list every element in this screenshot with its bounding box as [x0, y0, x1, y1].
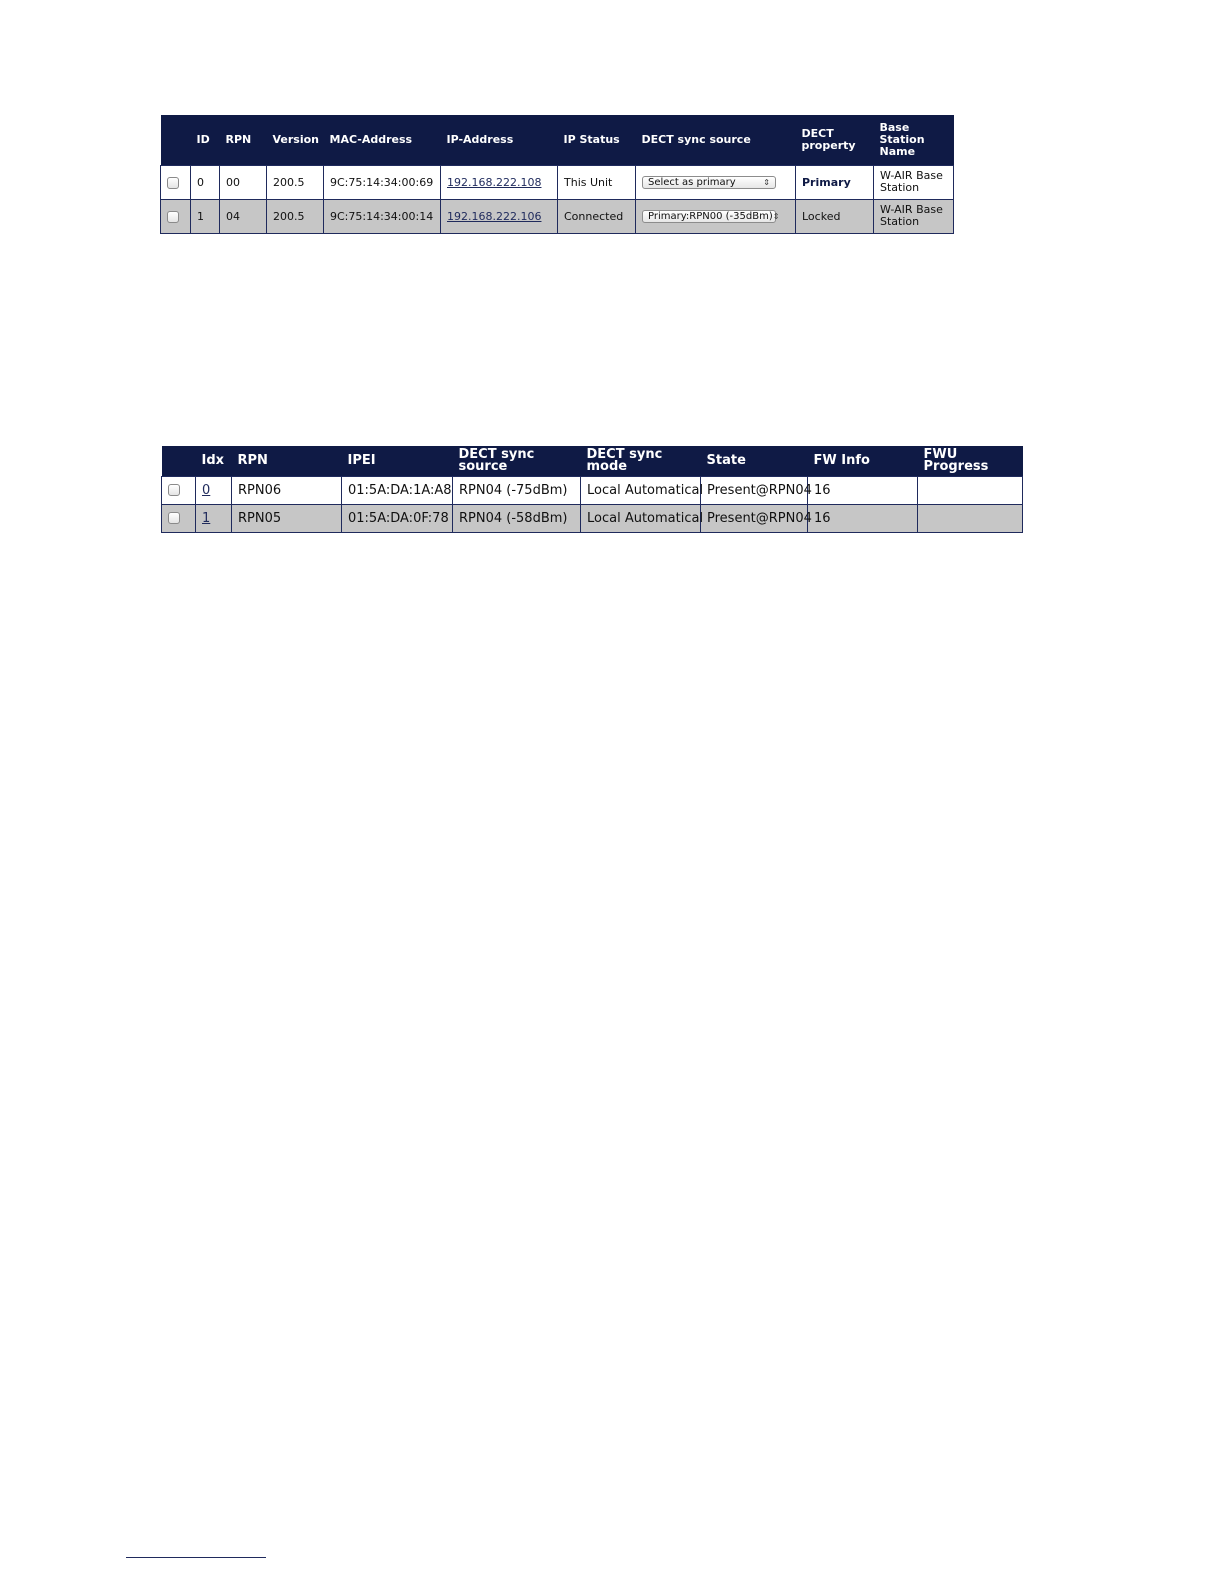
- dect-sync-source-cell: RPN04 (-75dBm): [453, 476, 581, 504]
- dect-sync-source-select-value: Primary:RPN00 (-35dBm): [648, 210, 773, 222]
- fwu-progress-cell: [918, 504, 1023, 532]
- row-select-cell: [162, 504, 196, 532]
- table-row: [162, 476, 1023, 504]
- dect-property-cell: Locked: [796, 199, 874, 233]
- column-header-rpn: RPN: [220, 115, 267, 165]
- column-header-dect-sync-source: DECT sync source: [636, 115, 796, 165]
- ipei-cell: 01:5A:DA:1A:A8: [342, 476, 453, 504]
- id-cell: 0: [191, 165, 220, 199]
- dect-property-cell: Primary: [796, 165, 874, 199]
- row-select-cell: [161, 199, 191, 233]
- column-header-base-station-name-line-1: Base: [879, 120, 910, 134]
- ip-address-link[interactable]: 192.168.222.106: [447, 209, 542, 223]
- table-row: [161, 199, 954, 233]
- dect-sync-source-cell: [636, 199, 796, 233]
- column-header-idx: Idx: [196, 446, 232, 476]
- column-header-dect-property-line-2: property: [801, 138, 856, 152]
- dect-sync-mode-cell: Local Automatical: [581, 476, 701, 504]
- table-header-row: [162, 446, 1023, 476]
- footnote-separator: [126, 1557, 266, 1558]
- column-header-dect-sync-mode: DECT sync mode: [581, 446, 701, 476]
- ip-status-cell: Connected: [558, 199, 636, 233]
- dect-sync-source-cell: [636, 165, 796, 199]
- row-checkbox[interactable]: [168, 484, 180, 496]
- dect-sync-source-select[interactable]: [642, 176, 776, 189]
- column-header-base-station-name: [874, 115, 954, 165]
- column-header-fwu-progress: FWU Progress: [918, 446, 1023, 476]
- fw-info-cell: 16: [808, 504, 918, 532]
- dect-sync-source-select-value: Select as primary: [648, 176, 736, 188]
- rpn-cell: 00: [220, 165, 267, 199]
- dect-sync-source-cell: RPN04 (-58dBm): [453, 504, 581, 532]
- rpn-cell: RPN05: [232, 504, 342, 532]
- column-header-ipei: IPEI: [342, 446, 453, 476]
- column-header-dect-property: [796, 115, 874, 165]
- state-cell: Present@RPN04: [701, 476, 808, 504]
- column-header-dect-property-line-1: DECT: [801, 126, 834, 140]
- column-header-rpn: RPN: [232, 446, 342, 476]
- row-checkbox[interactable]: [167, 177, 179, 189]
- id-cell: 1: [191, 199, 220, 233]
- column-header-mac-address: MAC-Address: [324, 115, 441, 165]
- rpn-cell: 04: [220, 199, 267, 233]
- dect-sync-mode-cell: Local Automatical: [581, 504, 701, 532]
- select-column-header: [161, 115, 191, 165]
- table-header-row: [161, 115, 954, 165]
- mac-address-cell: 9C:75:14:34:00:14: [324, 199, 441, 233]
- row-checkbox[interactable]: [167, 211, 179, 223]
- table-row: [162, 504, 1023, 532]
- base-station-table: [160, 115, 954, 234]
- repeater-table: [161, 446, 1023, 533]
- select-arrows-icon: ⇕: [763, 177, 770, 187]
- version-cell: 200.5: [267, 199, 324, 233]
- ip-address-cell: [441, 199, 558, 233]
- column-header-version: Version: [267, 115, 324, 165]
- column-header-id: ID: [191, 115, 220, 165]
- state-cell: Present@RPN04: [701, 504, 808, 532]
- ip-status-cell: This Unit: [558, 165, 636, 199]
- fw-info-cell: 16: [808, 476, 918, 504]
- table-row: [161, 165, 954, 199]
- ip-address-cell: [441, 165, 558, 199]
- column-header-ip-status: IP Status: [558, 115, 636, 165]
- idx-link[interactable]: 0: [202, 482, 211, 498]
- column-header-dect-sync-source: DECT sync source: [453, 446, 581, 476]
- base-station-name-cell: W-AIR Base Station: [874, 165, 954, 199]
- rpn-cell: RPN06: [232, 476, 342, 504]
- column-header-base-station-name-line-3: Name: [879, 144, 916, 158]
- ip-address-link[interactable]: 192.168.222.108: [447, 175, 542, 189]
- idx-cell: [196, 504, 232, 532]
- ipei-cell: 01:5A:DA:0F:78: [342, 504, 453, 532]
- mac-address-cell: 9C:75:14:34:00:69: [324, 165, 441, 199]
- base-station-name-cell: W-AIR Base Station: [874, 199, 954, 233]
- version-cell: 200.5: [267, 165, 324, 199]
- row-select-cell: [161, 165, 191, 199]
- column-header-state: State: [701, 446, 808, 476]
- select-column-header: [162, 446, 196, 476]
- fwu-progress-cell: [918, 476, 1023, 504]
- row-select-cell: [162, 476, 196, 504]
- select-arrows-icon: ⇕: [772, 211, 780, 221]
- dect-sync-source-select[interactable]: [642, 210, 780, 223]
- idx-link[interactable]: 1: [202, 510, 211, 526]
- column-header-base-station-name-line-2: Station: [879, 132, 925, 146]
- column-header-fw-info: FW Info: [808, 446, 918, 476]
- idx-cell: [196, 476, 232, 504]
- row-checkbox[interactable]: [168, 512, 180, 524]
- column-header-ip-address: IP-Address: [441, 115, 558, 165]
